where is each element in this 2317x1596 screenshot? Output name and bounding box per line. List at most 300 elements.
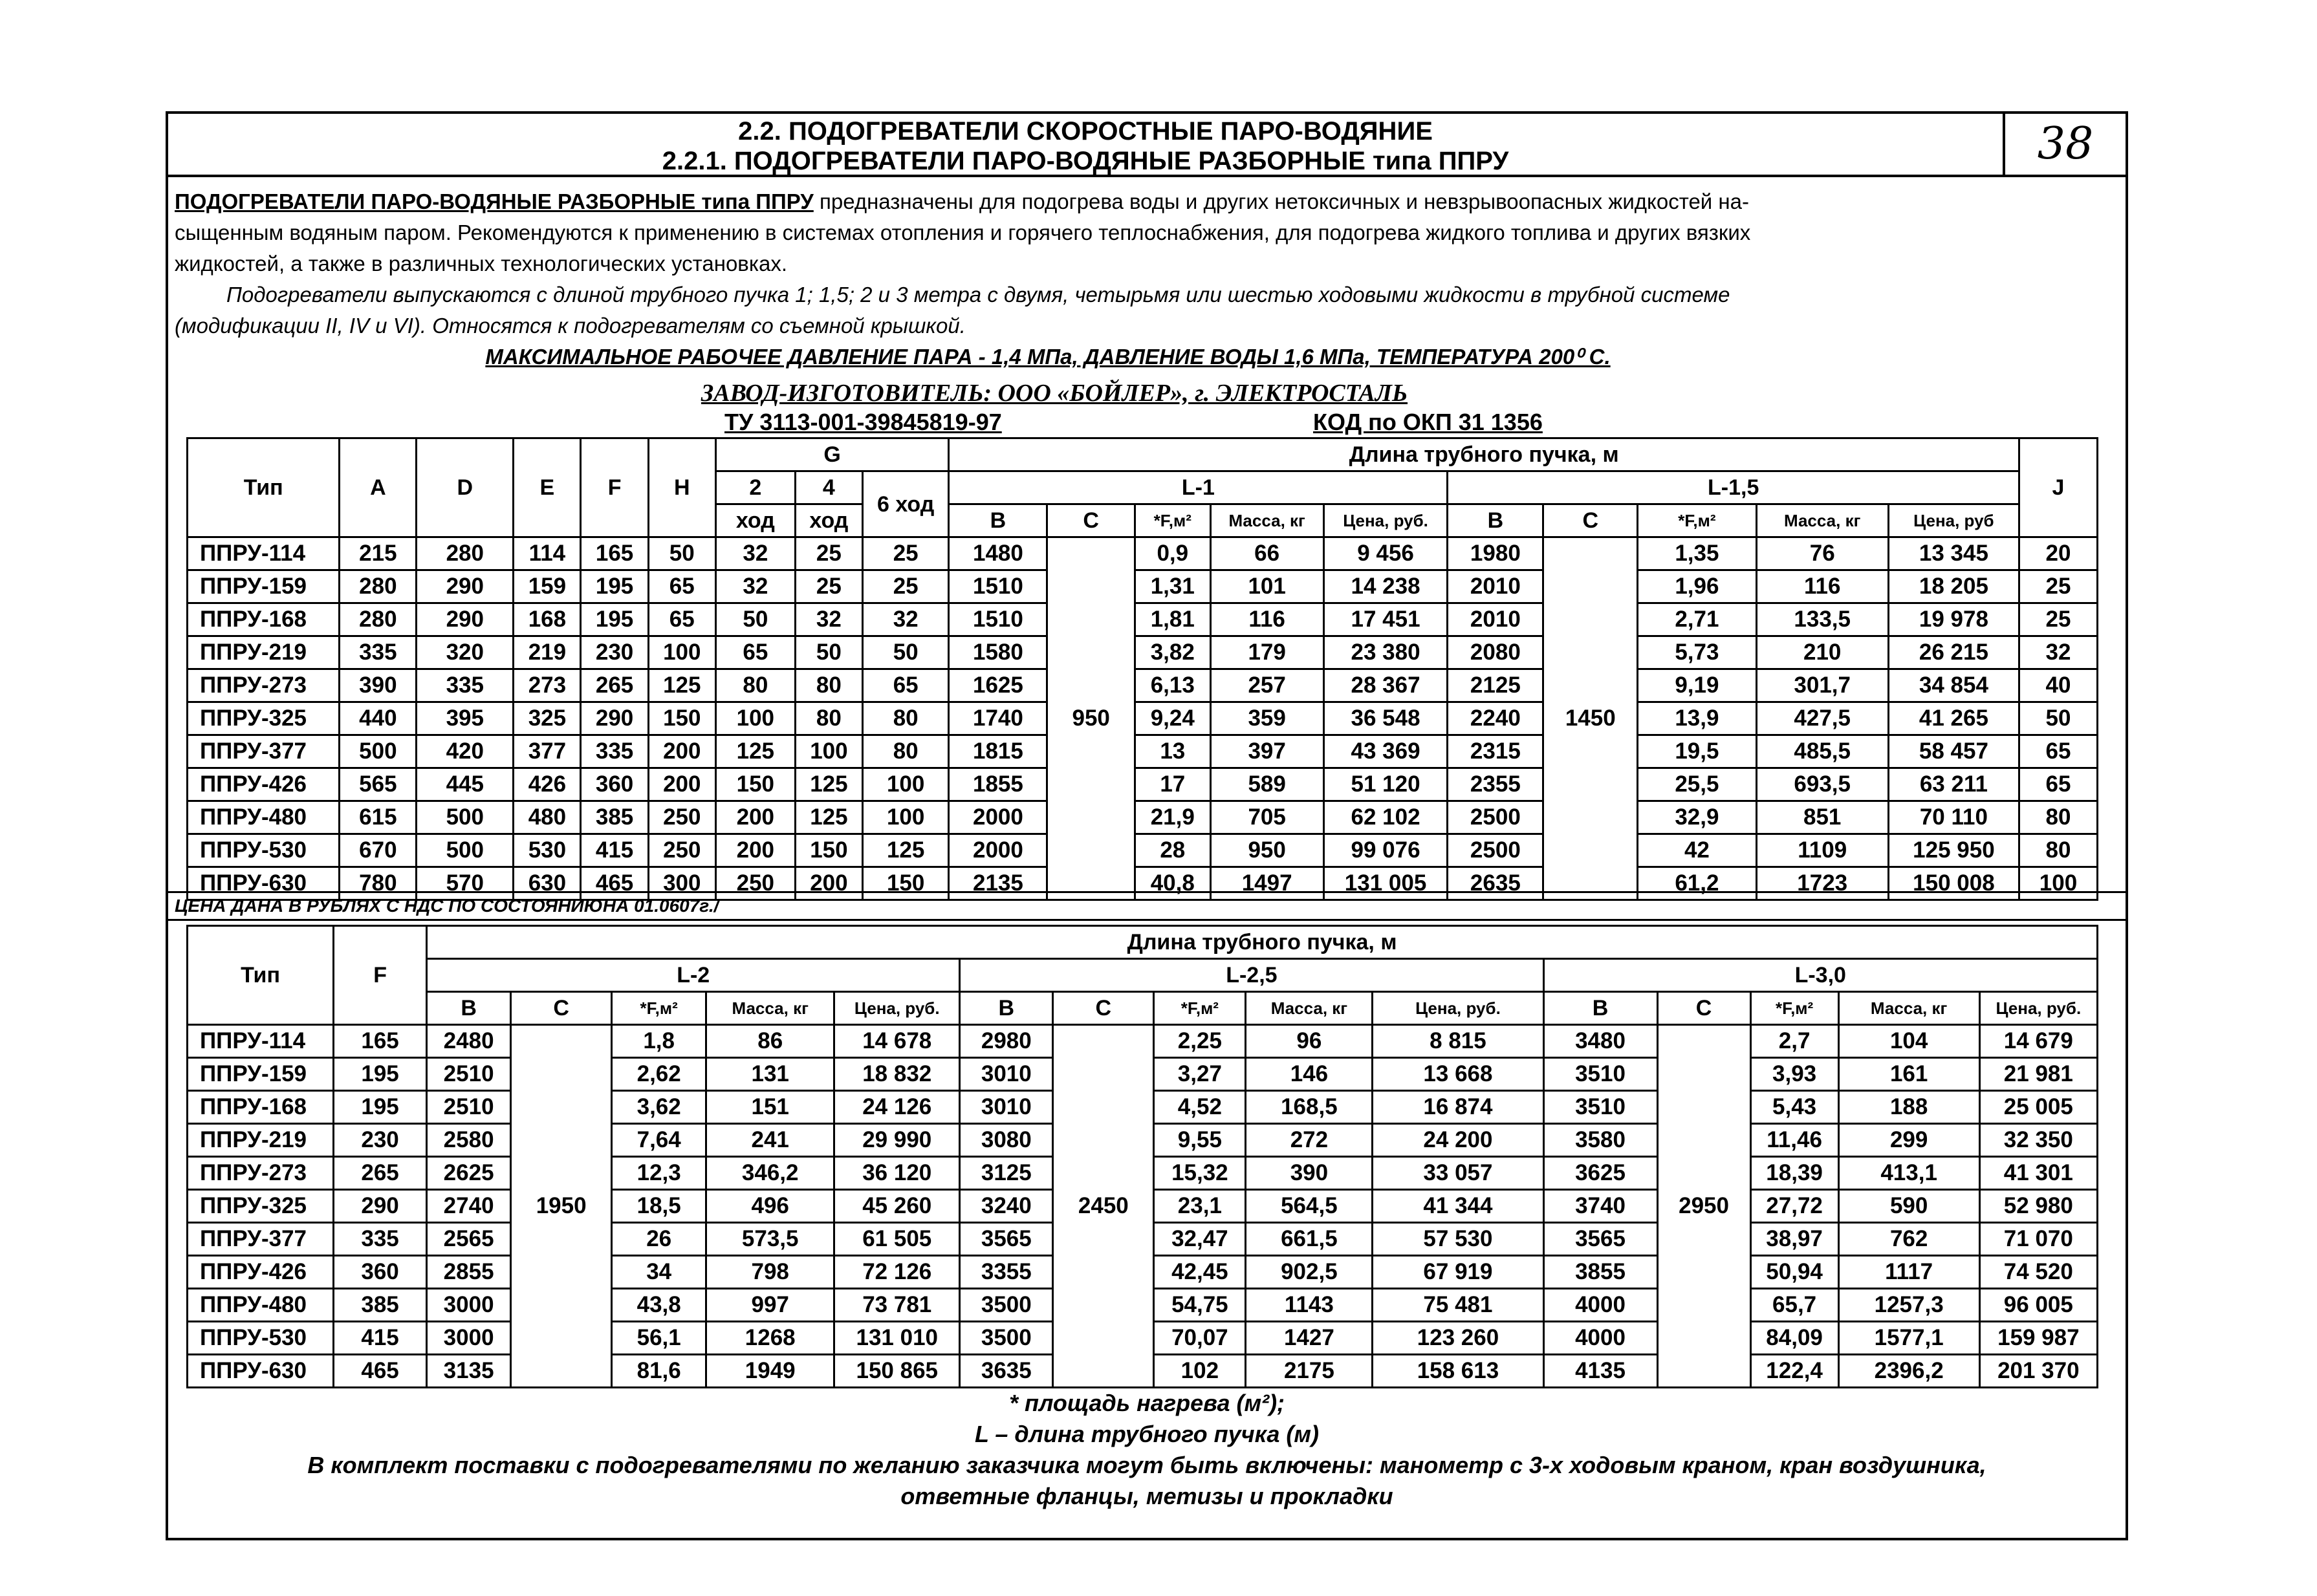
col-g: G [715, 438, 949, 471]
cell-b1: 2000 [949, 834, 1047, 867]
cell-b1: 1480 [949, 537, 1047, 570]
cell-f3: 122,4 [1750, 1355, 1838, 1388]
cell-b1: 2740 [427, 1190, 511, 1223]
cell-b3: 3510 [1543, 1058, 1657, 1091]
cell-b2: 3635 [960, 1355, 1053, 1388]
cell-f1: 81,6 [612, 1355, 706, 1388]
cell-b1: 1625 [949, 669, 1047, 702]
cell-f2: 42,45 [1154, 1256, 1246, 1289]
cell-e: 480 [514, 801, 581, 834]
specs-table-1 [186, 437, 2098, 901]
col2-f: F [334, 926, 427, 1025]
cell-p3: 21 981 [1979, 1058, 2097, 1091]
cell-f2: 32,47 [1154, 1223, 1246, 1256]
col-l15-mass: Масса, кг [1756, 504, 1888, 537]
cell-g6: 150 [862, 867, 948, 900]
cell-p1: 131 005 [1323, 867, 1448, 900]
cell-m3: 104 [1838, 1025, 1979, 1058]
cell-f: 415 [334, 1322, 427, 1355]
cell-m2: 2175 [1246, 1355, 1373, 1388]
cell-m3: 1577,1 [1838, 1322, 1979, 1355]
cell-b1: 2000 [949, 801, 1047, 834]
cell-f2: 32,9 [1638, 801, 1756, 834]
cell-h: 250 [648, 801, 715, 834]
cell-f: 385 [334, 1289, 427, 1322]
cell-b1: 3135 [427, 1355, 511, 1388]
cell-b1: 2135 [949, 867, 1047, 900]
cell-m3: 188 [1838, 1091, 1979, 1124]
cell-f1: 7,64 [612, 1124, 706, 1157]
cell-m3: 413,1 [1838, 1157, 1979, 1190]
cell-p2: 150 008 [1888, 867, 2019, 900]
col-l15-c: C [1543, 504, 1638, 537]
cell-d: 290 [417, 603, 514, 636]
cell-g4: 32 [795, 603, 862, 636]
cell-b2: 3500 [960, 1322, 1053, 1355]
cell-p1: 24 126 [834, 1091, 960, 1124]
cell-e: 325 [514, 702, 581, 735]
cell-f1: 26 [612, 1223, 706, 1256]
table-row [188, 669, 2098, 702]
cell-m2: 390 [1246, 1157, 1373, 1190]
cell-b2: 2125 [1448, 669, 1543, 702]
cell-a: 780 [340, 867, 417, 900]
col2-l2-c: C [511, 992, 612, 1025]
cell-g2: 32 [715, 570, 795, 603]
col-g4: 4 [795, 471, 862, 504]
cell-p1: 45 260 [834, 1190, 960, 1223]
col-length: Длина трубного пучка, м [949, 438, 2019, 471]
cell-p3: 41 301 [1979, 1157, 2097, 1190]
cell-b1: 1815 [949, 735, 1047, 768]
cell-type: ППРУ-168 [188, 603, 340, 636]
cell-p1: 131 010 [834, 1322, 960, 1355]
cell-f2: 70,07 [1154, 1322, 1246, 1355]
cell-type: ППРУ-219 [188, 1124, 334, 1157]
cell-p3: 71 070 [1979, 1223, 2097, 1256]
cell-j: 80 [2019, 801, 2098, 834]
cell-b1: 2510 [427, 1058, 511, 1091]
pressure-note: МАКСИМАЛЬНОЕ РАБОЧЕЕ ДАВЛЕНИЕ ПАРА - 1,4 МПа, ДАВЛЕНИЕ ВОДЫ 1,6 МПа, ТЕМПЕРАТУРА 200⁰ С. [485, 345, 1611, 369]
cell-c1: 950 [1047, 537, 1135, 900]
cell-h: 100 [648, 636, 715, 669]
col-l1-mass: Масса, кг [1210, 504, 1323, 537]
cell-p1: 73 781 [834, 1289, 960, 1322]
cell-g4: 200 [795, 867, 862, 900]
cell-m1: 66 [1210, 537, 1323, 570]
cell-f1: 56,1 [612, 1322, 706, 1355]
col-l15: L-1,5 [1448, 471, 2019, 504]
cell-b2: 2315 [1448, 735, 1543, 768]
cell-b1: 3000 [427, 1322, 511, 1355]
cell-m2: 851 [1756, 801, 1888, 834]
cell-f1: 0,9 [1135, 537, 1210, 570]
table-row [188, 570, 2098, 603]
cell-f: 360 [334, 1256, 427, 1289]
cell-m1: 116 [1210, 603, 1323, 636]
cell-b2: 3240 [960, 1190, 1053, 1223]
cell-g2: 150 [715, 768, 795, 801]
cell-m1: 589 [1210, 768, 1323, 801]
cell-type: ППРУ-480 [188, 1289, 334, 1322]
cell-f2: 25,5 [1638, 768, 1756, 801]
cell-f: 465 [581, 867, 648, 900]
cell-m1: 1497 [1210, 867, 1323, 900]
cell-f2: 19,5 [1638, 735, 1756, 768]
cell-p2: 41 344 [1373, 1190, 1543, 1223]
cell-e: 168 [514, 603, 581, 636]
cell-j: 100 [2019, 867, 2098, 900]
cell-m1: 241 [706, 1124, 834, 1157]
cell-type: ППРУ-480 [188, 801, 340, 834]
table-row [188, 834, 2098, 867]
cell-j: 50 [2019, 702, 2098, 735]
cell-f: 335 [334, 1223, 427, 1256]
cell-e: 273 [514, 669, 581, 702]
cell-type: ППРУ-426 [188, 768, 340, 801]
cell-c15: 1450 [1543, 537, 1638, 900]
cell-f: 465 [334, 1355, 427, 1388]
cell-g4: 125 [795, 768, 862, 801]
cell-p2: 41 265 [1888, 702, 2019, 735]
cell-p1: 17 451 [1323, 603, 1448, 636]
cell-c30: 2950 [1657, 1025, 1750, 1388]
cell-p1: 62 102 [1323, 801, 1448, 834]
cell-f: 385 [581, 801, 648, 834]
cell-b2: 2355 [1448, 768, 1543, 801]
cell-j: 25 [2019, 603, 2098, 636]
cell-f2: 54,75 [1154, 1289, 1246, 1322]
cell-f3: 84,09 [1750, 1322, 1838, 1355]
cell-d: 320 [417, 636, 514, 669]
col-f: F [581, 438, 648, 537]
cell-m2: 133,5 [1756, 603, 1888, 636]
cell-p2: 18 205 [1888, 570, 2019, 603]
cell-f3: 38,97 [1750, 1223, 1838, 1256]
cell-j: 65 [2019, 768, 2098, 801]
cell-f3: 3,93 [1750, 1058, 1838, 1091]
cell-g6: 25 [862, 570, 948, 603]
cell-m3: 762 [1838, 1223, 1979, 1256]
cell-b3: 4135 [1543, 1355, 1657, 1388]
cell-f1: 1,31 [1135, 570, 1210, 603]
cell-m3: 161 [1838, 1058, 1979, 1091]
cell-m2: 1109 [1756, 834, 1888, 867]
cell-d: 335 [417, 669, 514, 702]
cell-p2: 26 215 [1888, 636, 2019, 669]
cell-d: 570 [417, 867, 514, 900]
cell-b2: 3565 [960, 1223, 1053, 1256]
col2-l25-f: *F,м² [1154, 992, 1246, 1025]
tu-code: ТУ 3113-001-39845819-97 [724, 409, 1002, 435]
cell-f2: 1,96 [1638, 570, 1756, 603]
cell-type: ППРУ-325 [188, 702, 340, 735]
cell-type: ППРУ-630 [188, 1355, 334, 1388]
cell-p1: 72 126 [834, 1256, 960, 1289]
intro-lead: ПОДОГРЕВАТЕЛИ ПАРО-ВОДЯНЫЕ РАЗБОРНЫЕ типа ППРУ [175, 189, 814, 213]
col2-length: Длина трубного пучка, м [427, 926, 2098, 959]
cell-m1: 798 [706, 1256, 834, 1289]
cell-f: 335 [581, 735, 648, 768]
cell-f2: 2,71 [1638, 603, 1756, 636]
intro-text-2: сыщенным водяным паром. Рекомендуются к применению в системах отопления и горячего теплоснабжения, для подогрева жидкого топлива и других вязких [175, 221, 1751, 244]
cell-j: 32 [2019, 636, 2098, 669]
intro-italic-1: Подогреватели выпускаются с длиной трубного пучка 1; 1,5; 2 и 3 метра с двумя, четырьмя или шестью ходовыми жидкости в трубной системе [226, 283, 1730, 307]
cell-b1: 2510 [427, 1091, 511, 1124]
cell-d: 500 [417, 834, 514, 867]
cell-m2: 272 [1246, 1124, 1373, 1157]
cell-p2: 16 874 [1373, 1091, 1543, 1124]
cell-p1: 36 548 [1323, 702, 1448, 735]
cell-m3: 590 [1838, 1190, 1979, 1223]
cell-f3: 5,43 [1750, 1091, 1838, 1124]
col-l1-f: *F,м² [1135, 504, 1210, 537]
cell-a: 500 [340, 735, 417, 768]
cell-f3: 2,7 [1750, 1025, 1838, 1058]
cell-m2: 301,7 [1756, 669, 1888, 702]
manufacturer: ЗАВОД-ИЗГОТОВИТЕЛЬ: ООО «БОЙЛЕР», г. ЭЛЕКТРОСТАЛЬ [701, 380, 1408, 407]
cell-f1: 34 [612, 1256, 706, 1289]
cell-p2: 33 057 [1373, 1157, 1543, 1190]
cell-a: 280 [340, 570, 417, 603]
title-line-2: 2.2.1. ПОДОГРЕВАТЕЛИ ПАРО-ВОДЯНЫЕ РАЗБОРНЫЕ типа ППРУ [662, 147, 1509, 175]
col2-l30-price: Цена, руб. [1979, 992, 2097, 1025]
cell-a: 615 [340, 801, 417, 834]
cell-b2: 2980 [960, 1025, 1053, 1058]
cell-f: 360 [581, 768, 648, 801]
cell-j: 65 [2019, 735, 2098, 768]
cell-g2: 80 [715, 669, 795, 702]
cell-f2: 9,19 [1638, 669, 1756, 702]
cell-p3: 96 005 [1979, 1289, 2097, 1322]
cell-f1: 13 [1135, 735, 1210, 768]
cell-b3: 3740 [1543, 1190, 1657, 1223]
cell-g6: 100 [862, 801, 948, 834]
cell-p1: 14 678 [834, 1025, 960, 1058]
cell-p3: 74 520 [1979, 1256, 2097, 1289]
cell-f: 290 [581, 702, 648, 735]
cell-d: 420 [417, 735, 514, 768]
cell-g4: 125 [795, 801, 862, 834]
okp-code: КОД по ОКП 31 1356 [1313, 409, 1543, 435]
cell-m2: 1427 [1246, 1322, 1373, 1355]
cell-type: ППРУ-377 [188, 1223, 334, 1256]
cell-c25: 2450 [1053, 1025, 1154, 1388]
cell-p2: 13 668 [1373, 1058, 1543, 1091]
cell-m1: 101 [1210, 570, 1323, 603]
cell-type: ППРУ-168 [188, 1091, 334, 1124]
footer-notes [168, 1388, 2126, 1512]
cell-b1: 2580 [427, 1124, 511, 1157]
cell-f1: 3,62 [612, 1091, 706, 1124]
cell-p2: 125 950 [1888, 834, 2019, 867]
col-j: J [2019, 438, 2098, 537]
col2-type: Тип [188, 926, 334, 1025]
cell-a: 215 [340, 537, 417, 570]
cell-g4: 80 [795, 702, 862, 735]
cell-type: ППРУ-114 [188, 537, 340, 570]
cell-m2: 485,5 [1756, 735, 1888, 768]
cell-b3: 3855 [1543, 1256, 1657, 1289]
cell-p3: 25 005 [1979, 1091, 2097, 1124]
cell-d: 445 [417, 768, 514, 801]
cell-b3: 3480 [1543, 1025, 1657, 1058]
cell-b1: 1740 [949, 702, 1047, 735]
cell-p2: 8 815 [1373, 1025, 1543, 1058]
cell-m1: 359 [1210, 702, 1323, 735]
cell-m2: 168,5 [1246, 1091, 1373, 1124]
cell-m1: 705 [1210, 801, 1323, 834]
cell-g4: 100 [795, 735, 862, 768]
cell-type: ППРУ-114 [188, 1025, 334, 1058]
cell-j: 20 [2019, 537, 2098, 570]
cell-b2: 3500 [960, 1289, 1053, 1322]
cell-e: 219 [514, 636, 581, 669]
cell-g4: 150 [795, 834, 862, 867]
footer-note-area: * площадь нагрева (м²); [1008, 1390, 1285, 1416]
cell-b2: 2010 [1448, 570, 1543, 603]
cell-f2: 102 [1154, 1355, 1246, 1388]
cell-b1: 2565 [427, 1223, 511, 1256]
cell-p1: 61 505 [834, 1223, 960, 1256]
cell-m2: 76 [1756, 537, 1888, 570]
cell-b2: 2500 [1448, 834, 1543, 867]
cell-p2: 19 978 [1888, 603, 2019, 636]
cell-b3: 3510 [1543, 1091, 1657, 1124]
cell-f1: 1,81 [1135, 603, 1210, 636]
cell-m1: 1268 [706, 1322, 834, 1355]
cell-f1: 18,5 [612, 1190, 706, 1223]
cell-g2: 125 [715, 735, 795, 768]
cell-f: 165 [581, 537, 648, 570]
cell-m3: 299 [1838, 1124, 1979, 1157]
cell-f2: 3,27 [1154, 1058, 1246, 1091]
cell-e: 159 [514, 570, 581, 603]
cell-f2: 9,55 [1154, 1124, 1246, 1157]
cell-g2: 250 [715, 867, 795, 900]
cell-g6: 125 [862, 834, 948, 867]
cell-b3: 3580 [1543, 1124, 1657, 1157]
col-l15-b: B [1448, 504, 1543, 537]
cell-f: 165 [334, 1025, 427, 1058]
cell-p1: 23 380 [1323, 636, 1448, 669]
table-row [188, 702, 2098, 735]
cell-f2: 42 [1638, 834, 1756, 867]
cell-b2: 2080 [1448, 636, 1543, 669]
cell-g2: 200 [715, 834, 795, 867]
specs-table-2 [186, 925, 2098, 1388]
price-note: ЦЕНА ДАНА В РУБЛЯХ С НДС ПО СОСТОЯНИЮНА 01.0607г./ [168, 891, 2126, 921]
cell-a: 565 [340, 768, 417, 801]
col-h: H [648, 438, 715, 537]
cell-p1: 51 120 [1323, 768, 1448, 801]
cell-m2: 902,5 [1246, 1256, 1373, 1289]
cell-type: ППРУ-377 [188, 735, 340, 768]
cell-m2: 146 [1246, 1058, 1373, 1091]
col-g4-hod: ход [795, 504, 862, 537]
col2-l2-b: B [427, 992, 511, 1025]
table-row [188, 1025, 2098, 1058]
col-g6: 6 ход [862, 471, 948, 537]
cell-f1: 2,62 [612, 1058, 706, 1091]
cell-e: 114 [514, 537, 581, 570]
col-l15-price: Цена, руб [1888, 504, 2019, 537]
cell-p1: 9 456 [1323, 537, 1448, 570]
cell-m1: 573,5 [706, 1223, 834, 1256]
cell-h: 65 [648, 603, 715, 636]
cell-e: 426 [514, 768, 581, 801]
cell-m1: 496 [706, 1190, 834, 1223]
cell-g4: 50 [795, 636, 862, 669]
cell-p1: 18 832 [834, 1058, 960, 1091]
table-row [188, 603, 2098, 636]
cell-m2: 661,5 [1246, 1223, 1373, 1256]
cell-f2: 1,35 [1638, 537, 1756, 570]
cell-b1: 1510 [949, 603, 1047, 636]
cell-g4: 80 [795, 669, 862, 702]
col-l1-b: B [949, 504, 1047, 537]
cell-type: ППРУ-219 [188, 636, 340, 669]
cell-m1: 151 [706, 1091, 834, 1124]
specs-table-2-body [188, 1025, 2098, 1388]
cell-j: 80 [2019, 834, 2098, 867]
cell-h: 200 [648, 768, 715, 801]
col2-l30: L-3,0 [1543, 959, 2098, 992]
cell-m1: 346,2 [706, 1157, 834, 1190]
cell-p1: 99 076 [1323, 834, 1448, 867]
cell-h: 250 [648, 834, 715, 867]
cell-b1: 2855 [427, 1256, 511, 1289]
cell-b2: 3080 [960, 1124, 1053, 1157]
cell-d: 395 [417, 702, 514, 735]
cell-f1: 6,13 [1135, 669, 1210, 702]
cell-h: 125 [648, 669, 715, 702]
cell-b2: 2500 [1448, 801, 1543, 834]
cell-b2: 3355 [960, 1256, 1053, 1289]
col2-l25-c: C [1053, 992, 1154, 1025]
cell-b2: 1980 [1448, 537, 1543, 570]
cell-f1: 12,3 [612, 1157, 706, 1190]
cell-f1: 40,8 [1135, 867, 1210, 900]
cell-f: 195 [334, 1058, 427, 1091]
cell-b1: 3000 [427, 1289, 511, 1322]
cell-m2: 427,5 [1756, 702, 1888, 735]
cell-type: ППРУ-273 [188, 669, 340, 702]
cell-m2: 116 [1756, 570, 1888, 603]
cell-b1: 1580 [949, 636, 1047, 669]
cell-e: 530 [514, 834, 581, 867]
cell-f: 195 [581, 570, 648, 603]
cell-f: 195 [334, 1091, 427, 1124]
cell-m2: 564,5 [1246, 1190, 1373, 1223]
cell-p2: 75 481 [1373, 1289, 1543, 1322]
table-row [188, 537, 2098, 570]
cell-m1: 131 [706, 1058, 834, 1091]
cell-f: 265 [334, 1157, 427, 1190]
cell-g4: 25 [795, 537, 862, 570]
cell-f2: 13,9 [1638, 702, 1756, 735]
footer-note-length: L – длина трубного пучка (м) [975, 1421, 1319, 1447]
col-l1: L-1 [949, 471, 1448, 504]
cell-p2: 13 345 [1888, 537, 2019, 570]
intro-text-1: предназначены для подогрева воды и других нетоксичных и невзрывоопасных жидкостей на- [813, 189, 1749, 213]
col2-l2-f: *F,м² [612, 992, 706, 1025]
cell-b1: 1855 [949, 768, 1047, 801]
cell-h: 300 [648, 867, 715, 900]
cell-m2: 693,5 [1756, 768, 1888, 801]
cell-m2: 210 [1756, 636, 1888, 669]
cell-a: 280 [340, 603, 417, 636]
